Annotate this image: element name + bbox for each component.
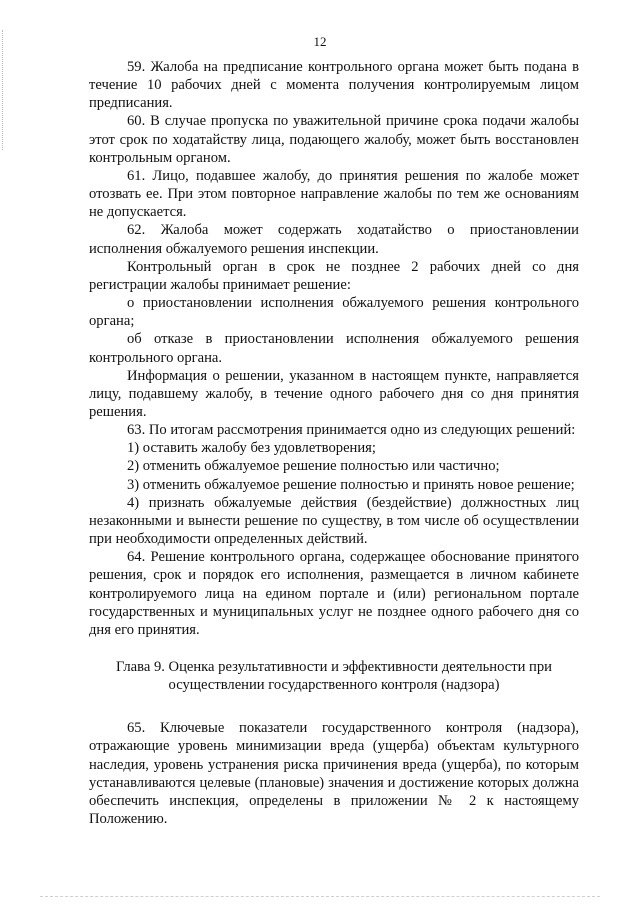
- paragraph-63-item-2: 2) отменить обжалуемое решение полностью или частично;: [127, 458, 500, 475]
- chapter-heading-line-2: осуществлении государственного контроля (надзора): [168, 677, 500, 694]
- document-body: [89, 58, 579, 828]
- paragraph-62-decision-intro: Контрольный орган в срок не позднее 2 рабочих дней со дня регистрации жалобы принимает решение:: [89, 258, 579, 293]
- paragraph-62-option-suspend: о приостановлении исполнения обжалуемого решения контрольного органа;: [89, 295, 579, 330]
- paragraph-59: 59. Жалоба на предписание контрольного органа может быть подана в течение 10 рабочих дней с момента получения контролируемым лицом предписания.: [89, 59, 579, 112]
- paragraph-65: 65. Ключевые показатели государственного контроля (надзора), отражающие уровень минимизации вреда (ущерба) объектам культурного наследия, уровень устранения риска причинения вреда (ущерба), по которым устанавливаются целевые (плановые) значения и достижение которых должна обеспечить инспекция, определены в приложении № 2 к настоящему Положению.: [89, 720, 579, 828]
- chapter-heading: [89, 658, 579, 694]
- scan-bottom-edge: [40, 896, 600, 897]
- paragraph-63-item-3: 3) отменить обжалуемое решение полностью и принять новое решение;: [127, 476, 575, 493]
- chapter-heading-line-1: Глава 9. Оценка результативности и эффективности деятельности при: [116, 659, 552, 675]
- paragraph-62: 62. Жалоба может содержать ходатайство о приостановлении исполнения обжалуемого решения инспекции.: [89, 222, 579, 257]
- paragraph-62-notification: Информация о решении, указанном в настоящем пункте, направляется лицу, подавшему жалобу, в течение одного рабочего дня со дня принятия решения.: [89, 367, 579, 420]
- paragraph-61: 61. Лицо, подавшее жалобу, до принятия решения по жалобе может отозвать ее. При этом повторное направление жалобы по тем же основаниям не допускается.: [89, 167, 579, 221]
- page-number: 12: [313, 34, 327, 49]
- paragraph-60: 60. В случае пропуска по уважительной причине срока подачи жалобы этот срок по ходатайству лица, подающего жалобу, может быть восстановлен контрольным органом.: [89, 113, 579, 166]
- paragraph-62-option-refuse: об отказе в приостановлении исполнения обжалуемого решения контрольного органа.: [89, 331, 579, 366]
- paragraph-63: 63. По итогам рассмотрения принимается одно из следующих решений:: [127, 422, 576, 439]
- paragraph-63-item-4: 4) признать обжалуемые действия (бездействие) должностных лиц незаконными и вынести решение по существу, в том числе об осуществлении при необходимости определенных действий.: [89, 494, 579, 548]
- paragraph-64: 64. Решение контрольного органа, содержащее обоснование принятого решения, срок и порядок его исполнения, размещается в личном кабинете контролируемого лица на едином портале и (или) региональном портале государственных и муниципальных услуг не позднее одного рабочего дня со дня его принятия.: [89, 549, 579, 638]
- paragraph-63-item-1: 1) оставить жалобу без удовлетворения;: [127, 440, 376, 457]
